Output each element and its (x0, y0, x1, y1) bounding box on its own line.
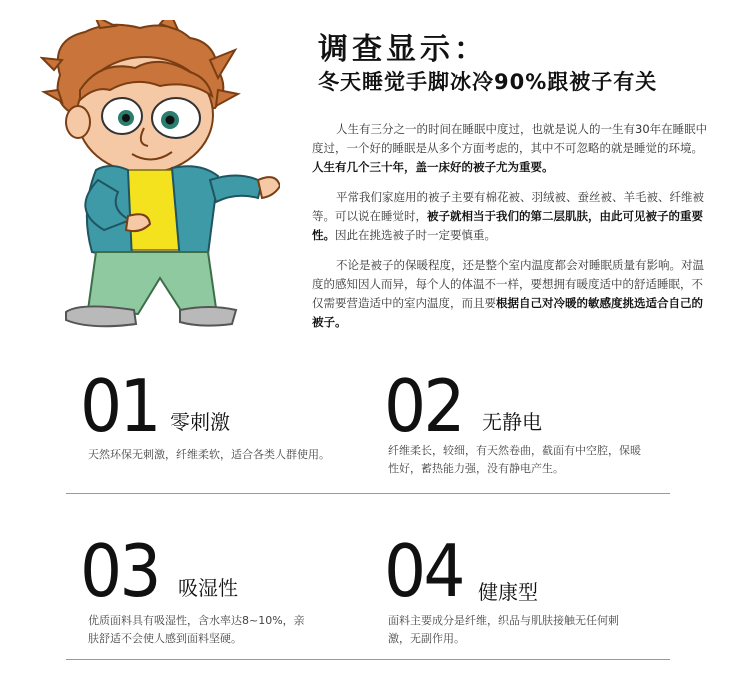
feature-desc-02: 纤维柔长，较细，有天然卷曲，截面有中空腔，保暖性好，蓄热能力强，没有静电产生。 (388, 444, 641, 475)
feature-number-04: 04 (384, 529, 463, 613)
bottom-divider (66, 659, 670, 660)
intro-paragraph-1 (312, 120, 710, 177)
feature-desc-04: 面料主要成分是纤维，织品与肌肤接触无任何刺激，无副作用。 (388, 614, 619, 645)
feature-title-02: 无静电 (482, 410, 542, 434)
feature-desc-01: 天然环保无刺激，纤维柔软，适合各类人群使用。 (88, 448, 330, 461)
page-subtitle: 冬天睡觉手脚冰冷90%跟被子有关 (318, 70, 658, 94)
feature-number-01: 01 (80, 364, 159, 448)
paragraph-emphasis: 人生有几个三十年，盖一床好的被子尤为重要。 (312, 160, 554, 174)
intro-paragraph-2 (312, 188, 710, 245)
intro-paragraph-3 (312, 256, 710, 332)
paragraph-text: 不论是被子的保暖程度，还是整个室内温度都会对睡眠质量有影响。对温度的感知因人而异，每个人的体温不一样，要想拥有暖度适中的舒适睡眠，不仅需要营造适中的室内温度，而且要 (312, 258, 704, 310)
paragraph-text: 平常我们家庭用的被子主要有棉花被、羽绒被、蚕丝被、羊毛被、纤维被等。可以说在睡觉时， (312, 190, 704, 223)
feature-number-02: 02 (384, 364, 463, 448)
page-title: 调查显示： (318, 32, 488, 67)
cartoon-boy-illustration (40, 20, 280, 330)
section-divider (66, 493, 670, 494)
feature-title-04: 健康型 (478, 580, 538, 604)
feature-number-03: 03 (80, 529, 159, 613)
paragraph-text-after: 因此在挑选被子时一定要慎重。 (335, 228, 496, 242)
paragraph-text: 人生有三分之一的时间在睡眠中度过，也就是说人的一生有30年在睡眠中度过，一个好的睡眠是从多个方面考虑的，其中不可忽略的就是睡觉的环境。 (312, 122, 708, 155)
feature-title-03: 吸湿性 (178, 576, 238, 600)
paragraph-emphasis: 被子就相当于我们的第二层肌肤，由此可见被子的重要性。 (312, 209, 703, 242)
feature-title-01: 零刺激 (170, 410, 230, 434)
feature-desc-03: 优质面料具有吸湿性，含水率达8~10%，亲肤舒适不会使人感到面料坚硬。 (88, 614, 305, 645)
paragraph-emphasis: 根据自己对冷暖的敏感度挑选适合自己的被子。 (312, 296, 703, 329)
